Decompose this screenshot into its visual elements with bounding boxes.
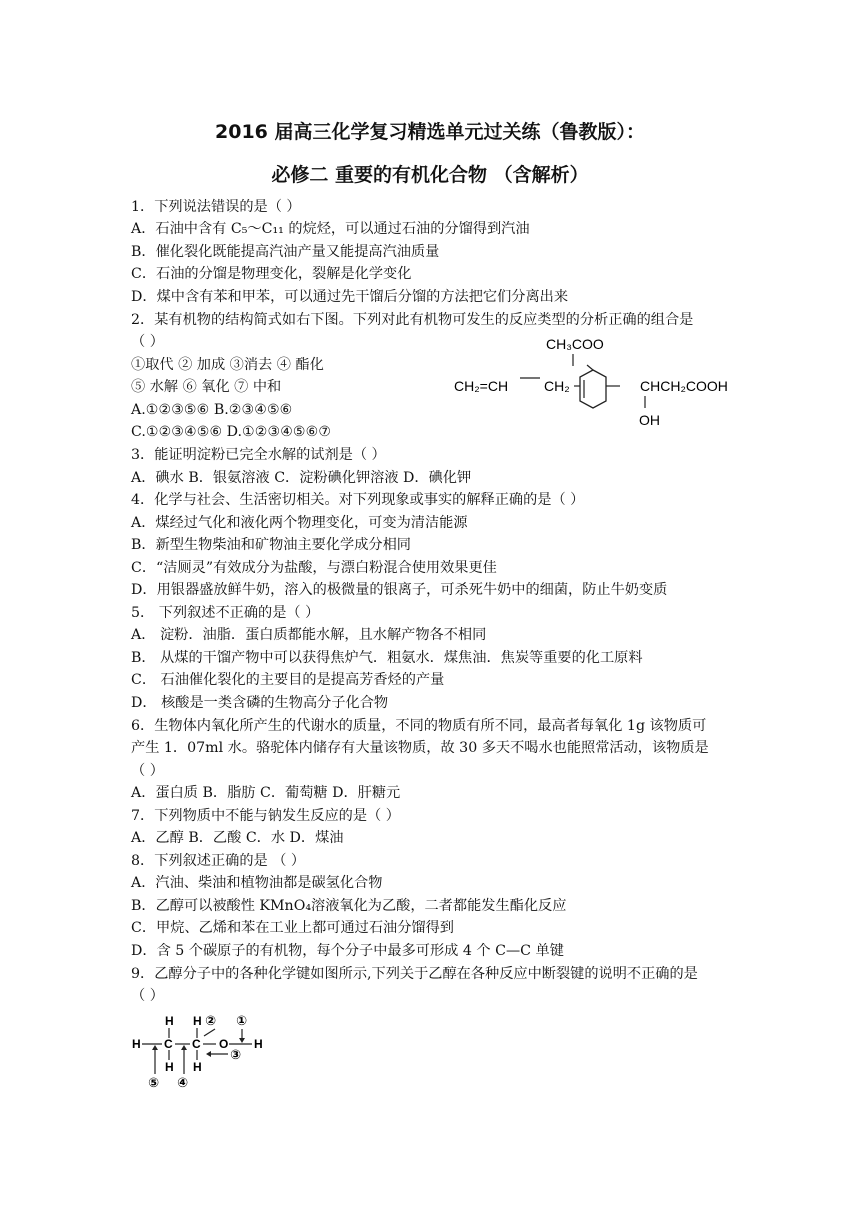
atom-h-top-2: H bbox=[193, 1014, 202, 1028]
ethanol-bond-svg bbox=[128, 1010, 273, 1090]
acetoxy-group: CH₃COO bbox=[546, 336, 604, 352]
q4-option-c: C．“洁厕灵”有效成分为盐酸，与漂白粉混合使用效果更佳 bbox=[131, 560, 497, 576]
arrow-bond-2 bbox=[204, 1029, 215, 1036]
atom-c1: C bbox=[164, 1037, 173, 1051]
doc-title-line1: 2016 届高三化学复习精选单元过关练（鲁教版）： bbox=[215, 121, 645, 143]
q5-option-a: A． 淀粉．油脂．蛋白质都能水解，且水解产物各不相同 bbox=[131, 627, 487, 643]
q9-stem-paren: （ ） bbox=[131, 988, 164, 1004]
bond-ring-acetoxy bbox=[587, 365, 593, 370]
q1-option-d: D．煤中含有苯和甲苯，可以通过先干馏后分馏的方法把它们分离出来 bbox=[131, 289, 569, 305]
q8-option-d: D．含 5 个碳原子的有机物，每个分子中最多可形成 4 个 C—C 单键 bbox=[131, 943, 564, 959]
q6-stem-1: 6．生物体内氧化所产生的代谢水的质量，不同的物质有所不同，最高者每氧化 1g 该物质可 bbox=[131, 718, 707, 734]
q6-stem-2: 产生 1．07ml 水。骆驼体内储存有大量该物质，故 30 多天不喝水也能照常活动，该物质是 bbox=[131, 740, 709, 756]
q2-stem: 2．某有机物的结构简式如右下图。下列对此有机物可发生的反应类型的分析正确的组合是 bbox=[131, 312, 694, 328]
atom-h-right: H bbox=[254, 1037, 263, 1051]
arrow-bond-5-head bbox=[152, 1045, 158, 1050]
atom-h-bottom-1: H bbox=[165, 1060, 174, 1074]
q8-stem: 8．下列叙述正确的是 （ ） bbox=[131, 853, 306, 869]
arrow-bond-1-head bbox=[239, 1038, 245, 1043]
structure-formula-figure bbox=[440, 330, 750, 438]
q2-stem-paren: （ ） bbox=[131, 334, 164, 350]
atom-c2: C bbox=[192, 1037, 201, 1051]
q5-option-d: D． 核酸是一类含磷的生物高分子化合物 bbox=[131, 695, 389, 711]
doc-title-line2: 必修二 重要的有机化合物 （含解析） bbox=[271, 164, 589, 186]
structure-formula-svg bbox=[440, 330, 750, 434]
atom-h-bottom-2: H bbox=[193, 1060, 202, 1074]
bond-mark-3: ③ bbox=[230, 1047, 242, 1062]
vinyl-group: CH₂=CH bbox=[454, 378, 509, 394]
side-chain-group: CHCH₂COOH bbox=[640, 378, 728, 394]
q1-stem: 1．下列说法错误的是（ ） bbox=[131, 199, 301, 215]
atom-o: O bbox=[219, 1037, 229, 1051]
q3-stem: 3．能证明淀粉已完全水解的试剂是（ ） bbox=[131, 447, 386, 463]
q5-option-c: C． 石油催化裂化的主要目的是提高芳香烃的产量 bbox=[131, 672, 445, 688]
q2-reaction-list-1: ①取代 ② 加成 ③消去 ④ 酯化 bbox=[131, 357, 324, 373]
atom-h-left: H bbox=[132, 1037, 141, 1051]
q5-stem: 5． 下列叙述不正确的是（ ） bbox=[131, 605, 320, 621]
q1-option-b: B．催化裂化既能提高汽油产量又能提高汽油质量 bbox=[131, 244, 440, 260]
q1-option-c: C．石油的分馏是物理变化，裂解是化学变化 bbox=[131, 266, 412, 282]
q7-stem: 7．下列物质中不能与钠发生反应的是（ ） bbox=[131, 808, 400, 824]
q2-options-cd: C.①②③④⑤⑥ D.①②③④⑤⑥⑦ bbox=[131, 424, 332, 440]
q5-option-b: B． 从煤的干馏产物中可以获得焦炉气．粗氨水．煤焦油．焦炭等重要的化工原料 bbox=[131, 650, 643, 666]
arrow-bond-4-head bbox=[181, 1045, 187, 1050]
q4-stem: 4．化学与社会、生活密切相关。对下列现象或事实的解释正确的是（ ） bbox=[131, 492, 585, 508]
methylene-group: CH₂ bbox=[544, 378, 570, 394]
hydroxyl-group: OH bbox=[639, 412, 660, 428]
bond-mark-4: ④ bbox=[177, 1075, 189, 1090]
arrow-bond-3-head bbox=[206, 1051, 211, 1057]
q2-reaction-list-2: ⑤ 水解 ⑥ 氧化 ⑦ 中和 bbox=[131, 379, 282, 395]
q6-options: A．蛋白质 B．脂肪 C．葡萄糖 D．肝糖元 bbox=[131, 785, 401, 801]
atom-h-top-1: H bbox=[165, 1014, 174, 1028]
bond-mark-2: ② bbox=[205, 1013, 217, 1028]
ethanol-bond-diagram bbox=[128, 1010, 273, 1094]
q4-option-a: A．煤经过气化和液化两个物理变化，可变为清洁能源 bbox=[131, 515, 468, 531]
q8-option-b: B．乙醇可以被酸性 KMnO₄溶液氧化为乙酸，二者都能发生酯化反应 bbox=[131, 898, 567, 914]
bond-mark-1: ① bbox=[236, 1013, 248, 1028]
q3-options: A．碘水 B．银氨溶液 C．淀粉碘化钾溶液 D．碘化钾 bbox=[131, 470, 472, 486]
q2-options-ab: A.①②③⑤⑥ B.②③④⑤⑥ bbox=[131, 402, 293, 418]
q4-option-b: B．新型生物柴油和矿物油主要化学成分相同 bbox=[131, 537, 411, 553]
bond-mark-5: ⑤ bbox=[148, 1075, 160, 1090]
q1-option-a: A．石油中含有 C₅～C₁₁ 的烷烃，可以通过石油的分馏得到汽油 bbox=[131, 221, 530, 237]
q4-option-d: D．用银器盛放鲜牛奶，溶入的极微量的银离子，可杀死牛奶中的细菌，防止牛奶变质 bbox=[131, 582, 668, 598]
q8-option-a: A．汽油、柴油和植物油都是碳氢化合物 bbox=[131, 875, 383, 891]
q7-options: A．乙醇 B．乙酸 C．水 D．煤油 bbox=[131, 830, 344, 846]
q8-option-c: C．甲烷、乙烯和苯在工业上都可通过石油分馏得到 bbox=[131, 920, 454, 936]
q9-stem: 9．乙醇分子中的各种化学键如图所示,下列关于乙醇在各种反应中断裂键的说明不正确的是 bbox=[131, 966, 698, 982]
q6-stem-paren: （ ） bbox=[131, 763, 164, 779]
